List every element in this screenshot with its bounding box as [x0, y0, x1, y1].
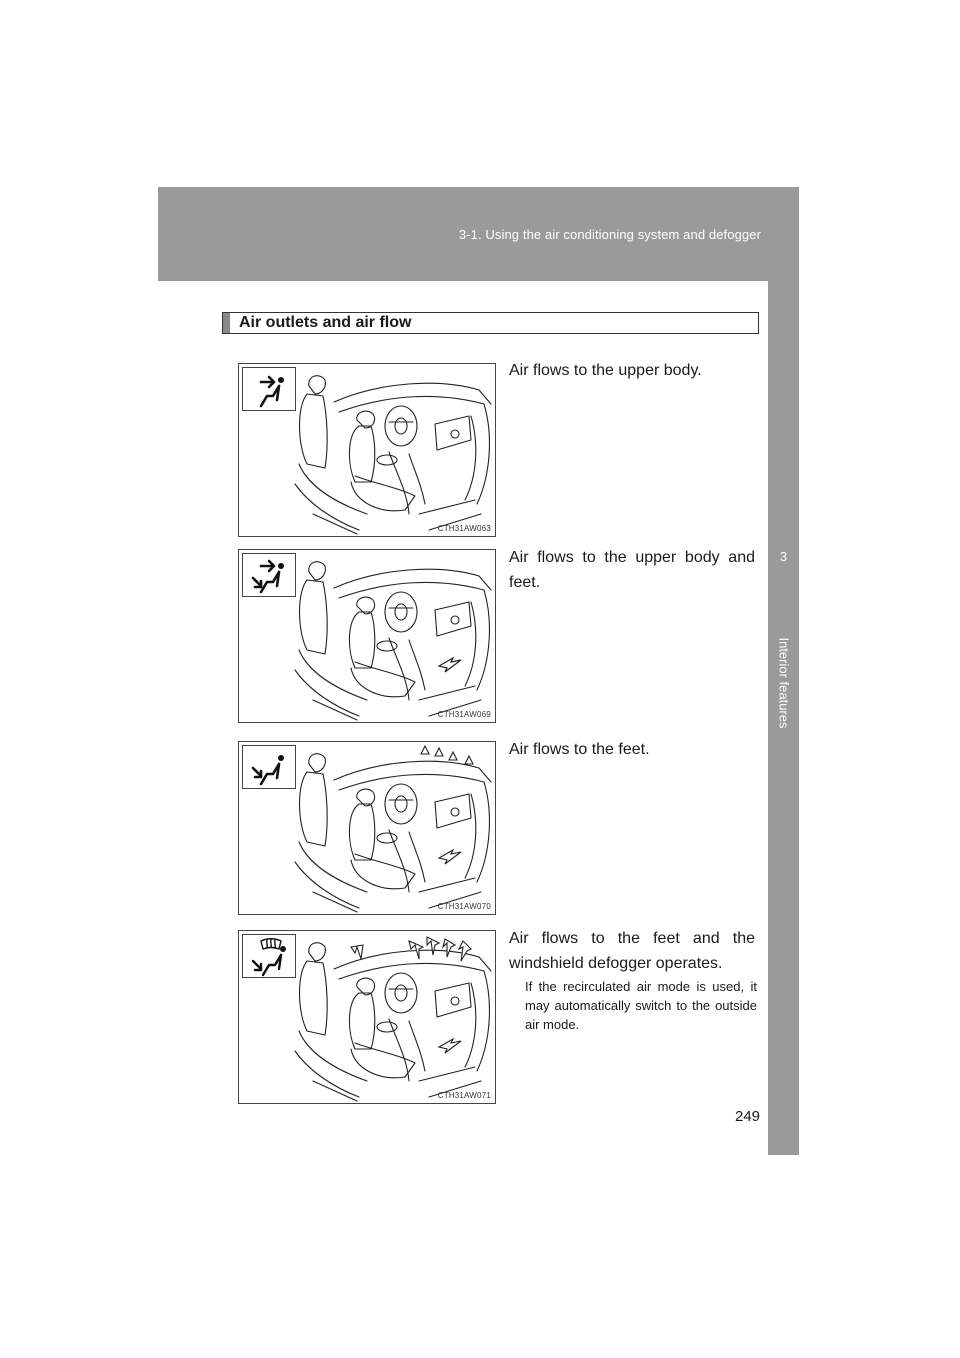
bi-level-vent-icon [243, 554, 297, 598]
illustration-bi-level-vent [238, 549, 496, 723]
running-header: 3-1. Using the air conditioning system and defogger [458, 227, 761, 242]
image-code: CTH31AW069 [437, 710, 491, 719]
mode-icon-frame [242, 745, 296, 789]
foot-vent-icon [243, 746, 297, 790]
face-vent-icon [243, 368, 297, 412]
section-heading [222, 312, 759, 334]
mode-description: Air flows to the feet and the windshield defogger operates. [509, 930, 755, 972]
illustration-foot-vent [238, 741, 496, 915]
illustration-foot-defrost-vent [238, 930, 496, 1104]
chapter-label: Interior features [776, 637, 792, 729]
mode-icon-frame [242, 553, 296, 597]
mode-description: Air flows to the upper body and feet. [509, 549, 755, 591]
chapter-number: 3 [779, 549, 788, 564]
section-title: Air outlets and air flow [239, 314, 412, 331]
mode-icon-frame [242, 367, 296, 411]
mode-description: Air flows to the feet. [509, 741, 650, 758]
image-code: CTH31AW063 [437, 524, 491, 533]
image-code: CTH31AW070 [437, 902, 491, 911]
page-number: 249 [735, 1108, 761, 1125]
foot-defrost-vent-icon [243, 935, 297, 979]
header-band [158, 187, 799, 281]
mode-icon-frame [242, 934, 296, 978]
mode-description: Air flows to the upper body. [509, 362, 702, 379]
image-code: CTH31AW071 [437, 1091, 491, 1100]
illustration-face-vent [238, 363, 496, 537]
note-text: If the recirculated air mode is used, it may automatically switch to the outside air mode. [525, 979, 757, 1032]
